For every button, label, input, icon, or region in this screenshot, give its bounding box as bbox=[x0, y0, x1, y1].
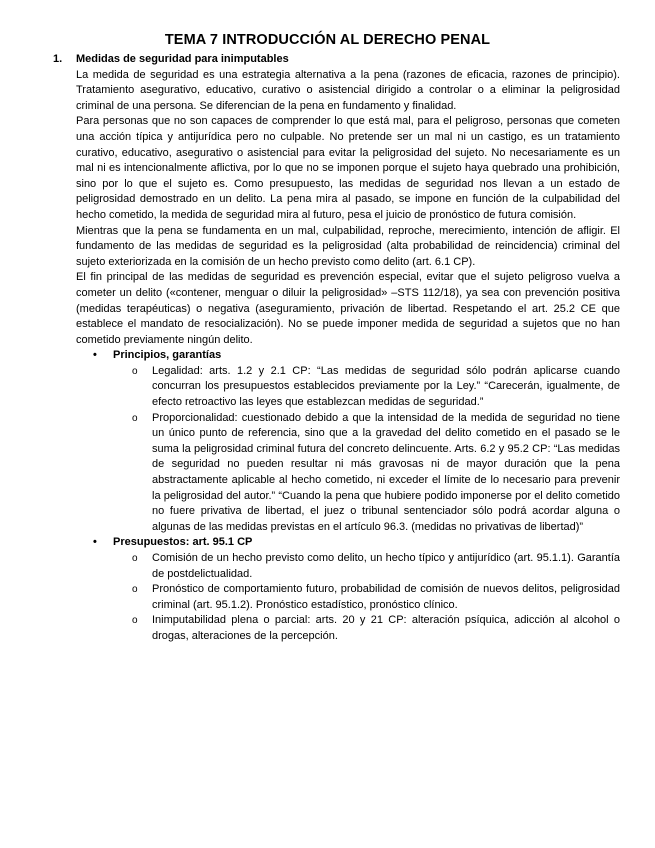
sub-bullet-text: Proporcionalidad: cuestionado debido a que la intensidad de la medida de seguridad no tiene un único punto de referencia, sino que a la gravedad del delito cometido en el pasado se le suma la peligrosidad criminal futura del concreto delincuente. Arts. 6.2 y 95.2 CP: “Las medidas de seguridad no pueden resultar ni más gravosas ni de mayor duración que la pena abstractamente aplicable al hecho cometido, ni exceder el límite de lo necesario para prevenir la peligrosidad del autor.” “Cuando la pena que hubiere podido imponerse por el delito cometido no fuere privativa de libertad, el juez o tribunal sentenciador sólo podrá acordar alguna o algunas de las medidas previstas en el artículo 96.3. (medidas no privativas de libertad)” bbox=[152, 411, 620, 533]
sub-bullet-text: Inimputabilidad plena o parcial: arts. 20 y 21 CP: alteración psíquica, adicción al alcohol o drogas, alteraciones de la percepción. bbox=[152, 614, 620, 642]
sub-bullet-item bbox=[132, 411, 620, 536]
paragraph: La medida de seguridad es una estrategia alternativa a la pena (razones de eficacia, razones de principio). Tratamiento asegurativo, educativo, curativo o asistencial dirigido a controlar o a eliminar la peligrosidad criminal de una persona. Se diferencian de la pena en fundamento y finalidad. bbox=[76, 68, 620, 112]
hollow-circle-bullet-icon: o bbox=[132, 412, 138, 424]
sub-bullet-text: Pronóstico de comportamiento futuro, probabilidad de comisión de nuevos delitos, peligrosidad criminal (art. 95.1.2). Pronóstico estadístico, pronóstico clínico. bbox=[152, 583, 620, 611]
hollow-circle-bullet-icon: o bbox=[132, 584, 138, 596]
section-heading-text: Medidas de seguridad para inimputables bbox=[76, 53, 289, 65]
sub-bullet-text: Legalidad: arts. 1.2 y 2.1 CP: “Las medidas de seguridad sólo podrán aplicarse cuando concurran los presupuestos establecidos previamente por la Ley.” “Carecerán, igualmente, de efecto retroactivo las leyes que establezcan medidas de seguridad.” bbox=[152, 364, 620, 409]
hollow-circle-bullet-icon: o bbox=[132, 615, 138, 627]
paragraph: El fin principal de las medidas de seguridad es prevención especial, evitar que el sujeto peligroso vuelva a cometer un delito («contener, menguar o diluir la peligrosidad» –STS 112/18), ya sea con prevención positiva (medidas terapéuticas) o negativa (aseguramiento, privación de libertad. Respetando el art. 25.2 CE que establece el mandato de resocialización). No se puede imponer medida de seguridad a sujetos que no han cometido previamente ningún delito. bbox=[76, 271, 620, 346]
paragraph: Para personas que no son capaces de comprender lo que está mal, para el peligroso, personas que cometen una acción típica y antijurídica pero no culpable. No pretende ser un mal ni un castigo, es un tratamiento curativo, educativo, asegurativo o asistencial para evitar la peligrosidad del sujeto. No necesariamente es un mal ni es intencionalmente aflictiva, por lo que no se imponen porque el sujeto haya quebrado una prohibición, sino por lo que el sujeto es. Como presupuesto, las medidas de seguridad nos llevan a un estado de peligrosidad demostrado en un delito. La pena mira al pasado, se impone en función de la culpabilidad del hecho cometido, la medida de seguridad mira al futuro, pesa el juicio de pronóstico de futura comisión. bbox=[76, 115, 620, 221]
document-title: TEMA 7 INTRODUCCIÓN AL DERECHO PENAL bbox=[164, 32, 491, 48]
sub-bullet-text: Comisión de un hecho previsto como delito, un hecho típico y antijurídico (art. 95.1.1). Garantía de postdelictualidad. bbox=[152, 552, 620, 580]
bullet-heading-text: Presupuestos: art. 95.1 CP bbox=[113, 536, 253, 549]
bullet-heading-principios bbox=[93, 348, 620, 364]
bullet-heading-text: Principios, garantías bbox=[113, 349, 222, 362]
sub-bullet-item bbox=[132, 613, 620, 644]
sub-bullet-item bbox=[132, 364, 620, 411]
sub-bullet-item bbox=[132, 551, 620, 582]
document-body bbox=[53, 52, 620, 645]
section-number: 1. bbox=[53, 53, 63, 65]
paragraph: Mientras que la pena se fundamenta en un mal, culpabilidad, reproche, merecimiento, intención de afligir. El fundamento de las medidas de seguridad es la peligrosidad (alta probabilidad de reincidencia) criminal del sujeto exteriorizada en la comisión de un hecho previsto como delito (art. 6.1 CP). bbox=[76, 224, 620, 268]
bullet-heading-presupuestos bbox=[93, 535, 620, 551]
bullet-icon: • bbox=[93, 349, 97, 362]
hollow-circle-bullet-icon: o bbox=[132, 553, 138, 564]
sub-bullet-item bbox=[132, 582, 620, 613]
section-heading bbox=[53, 52, 620, 68]
bullet-icon: • bbox=[93, 536, 97, 549]
hollow-circle-bullet-icon: o bbox=[132, 365, 138, 377]
